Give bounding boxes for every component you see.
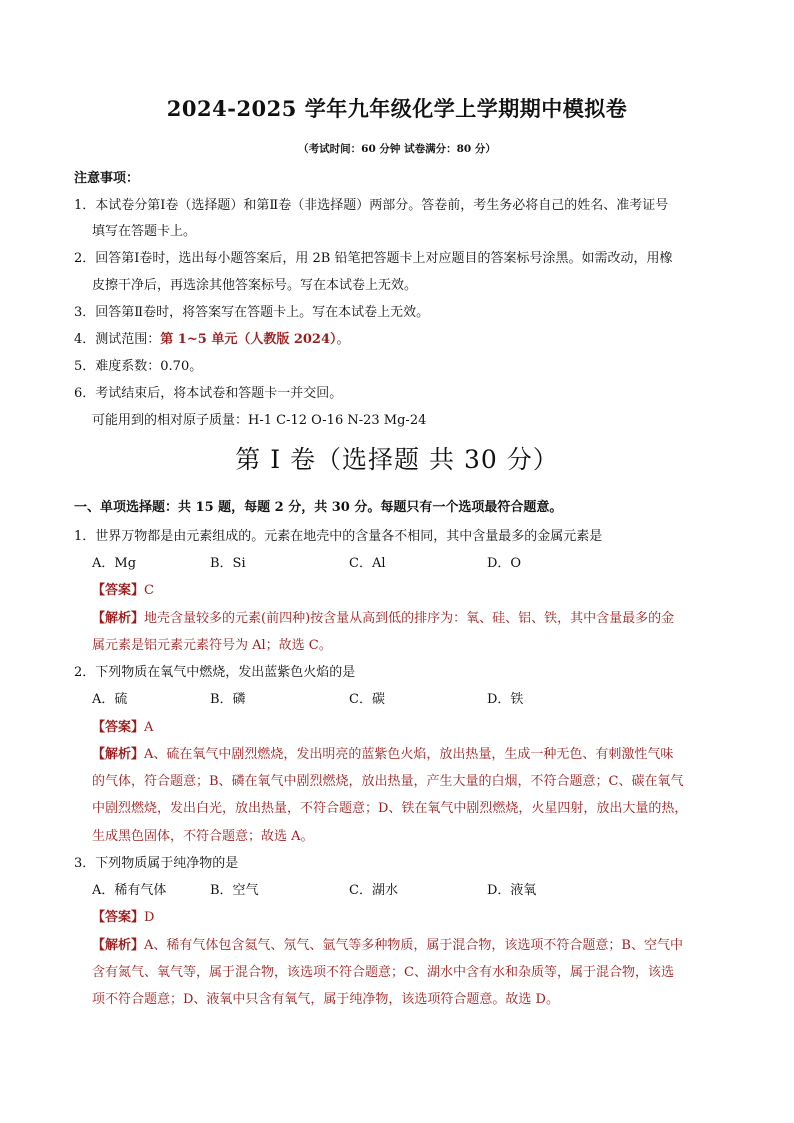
notice-item-4-suffix: 。 [336, 332, 350, 347]
notice-item-2-line-1: 2．回答第Ⅰ卷时，选出每小题答案后，用 2B 铅笔把答题卡上对应题目的答案标号涂黑。如需改动，用橡 [74, 251, 673, 266]
part-heading [74, 501, 562, 514]
notice-item-2-line-2: 皮擦干净后，再选涂其他答案标号。写在本试卷上无效。 [92, 278, 418, 293]
notice-item-1-line-1: 1．本试卷分第Ⅰ卷（选择题）和第Ⅱ卷（非选择题）两部分。答卷前，考生务必将自己的姓名、准考证号 [74, 198, 669, 213]
notice-item-4-prefix: 4．测试范围： [74, 332, 161, 347]
analysis-label: 【解析】 [92, 611, 145, 626]
part-heading-bold: 一个 [432, 500, 459, 515]
question-1-option-a: A．Mg [92, 556, 137, 571]
question-2-analysis-line-2: 的气体，符合题意；B、磷在氧气中剧烈燃烧，放出热量，产生大量的白烟，不符合题意；C、碳在氧气 [92, 774, 684, 789]
question-1-option-c: C．Al [349, 556, 386, 571]
question-2-analysis-line-3: 中剧烈燃烧，发出白光，放出热量，不符合题意；D、铁在氧气中剧烈燃烧，火星四射，放出大量的热， [92, 801, 688, 816]
question-2-option-c: C．碳 [349, 692, 385, 707]
analysis-text: 地壳含量较多的元素(前四种)按含量从高到低的排序为：氧、硅、铝、铁，其中含量最多的金 [144, 611, 675, 626]
question-2-analysis-line-4: 生成黑色固体，不符合题意；故选 A。 [92, 829, 314, 844]
question-2-option-d: D．铁 [487, 692, 524, 707]
question-3-option-a: A．稀有气体 [92, 883, 167, 898]
answer-value: C [144, 583, 154, 598]
question-2-option-b: B．磷 [210, 692, 246, 707]
answer-label: 【答案】 [92, 910, 145, 925]
exam-subtitle: （考试时间：60 分钟 试卷满分：80 分） [298, 143, 496, 155]
question-3-analysis-line-1 [92, 939, 683, 952]
notice-item-4 [74, 333, 350, 346]
question-3-option-c: C．湖水 [349, 883, 398, 898]
question-3-option-d: D．液氧 [487, 883, 537, 898]
notice-item-5: 5．难度系数：0.70。 [74, 359, 203, 374]
question-1-option-b: B．Si [210, 556, 246, 571]
notice-heading: 注意事项： [74, 171, 140, 186]
analysis-label: 【解析】 [92, 747, 145, 762]
analysis-text: A、硫在氧气中剧烈燃烧，发出明亮的蓝紫色火焰，放出热量，生成一种无色、有刺激性气味 [144, 747, 674, 762]
answer-value: D [144, 910, 155, 925]
analysis-text: A、稀有气体包含氦气、氖气、氩气等多种物质，属于混合物，该选项不符合题意；B、空气中 [144, 938, 683, 953]
question-1-analysis-line-1 [92, 612, 674, 625]
analysis-label: 【解析】 [92, 938, 145, 953]
test-scope: 第 1~5 单元（人教版 2024） [160, 332, 337, 347]
exam-title: 2024-2025 学年九年级化学上学期期中模拟卷 [166, 96, 628, 121]
question-3-stem: 3．下列物质属于纯净物的是 [74, 856, 239, 871]
question-2-stem: 2．下列物质在氧气中燃烧，发出蓝紫色火焰的是 [74, 665, 356, 680]
notice-item-1-line-2: 填写在答题卡上。 [92, 224, 197, 239]
part-heading-prefix: 一、单项选择题：共 15 题，每题 2 分，共 30 分。每题只有 [74, 500, 433, 515]
question-3-option-b: B．空气 [210, 883, 259, 898]
question-1-analysis-line-2: 属元素是铝元素元素符号为 Al；故选 C。 [92, 638, 332, 653]
answer-label: 【答案】 [92, 720, 145, 735]
question-3-answer [92, 911, 154, 924]
part-heading-suffix: 选项最符合题意。 [458, 500, 563, 515]
question-2-answer [92, 721, 153, 734]
atomic-mass-line: 可能用到的相对原子质量：H-1 C-12 O-16 N-23 Mg-24 [92, 413, 427, 428]
question-2-analysis-line-1 [92, 748, 673, 761]
question-3-analysis-line-2: 含有氮气、氧气等，属于混合物，该选项不符合题意；C、湖水中含有水和杂质等，属于混合物，该选 [92, 965, 674, 980]
question-3-analysis-line-3: 项不符合题意；D、液氧中只含有氧气，属于纯净物，该选项符合题意。故选 D。 [92, 992, 559, 1007]
notice-item-6: 6．考试结束后，将本试卷和答题卡一并交回。 [74, 386, 343, 401]
question-1-answer [92, 584, 154, 597]
question-1-stem: 1．世界万物都是由元素组成的。元素在地壳中的含量各不相同，其中含量最多的金属元素是 [74, 529, 603, 544]
answer-value: A [144, 720, 154, 735]
section-title: 第 I 卷（选择题 共 30 分） [235, 445, 559, 474]
question-1-option-d: D．O [487, 556, 522, 571]
answer-label: 【答案】 [92, 583, 145, 598]
notice-item-3: 3．回答第Ⅱ卷时，将答案写在答题卡上。写在本试卷上无效。 [74, 305, 430, 320]
question-2-option-a: A．硫 [92, 692, 128, 707]
